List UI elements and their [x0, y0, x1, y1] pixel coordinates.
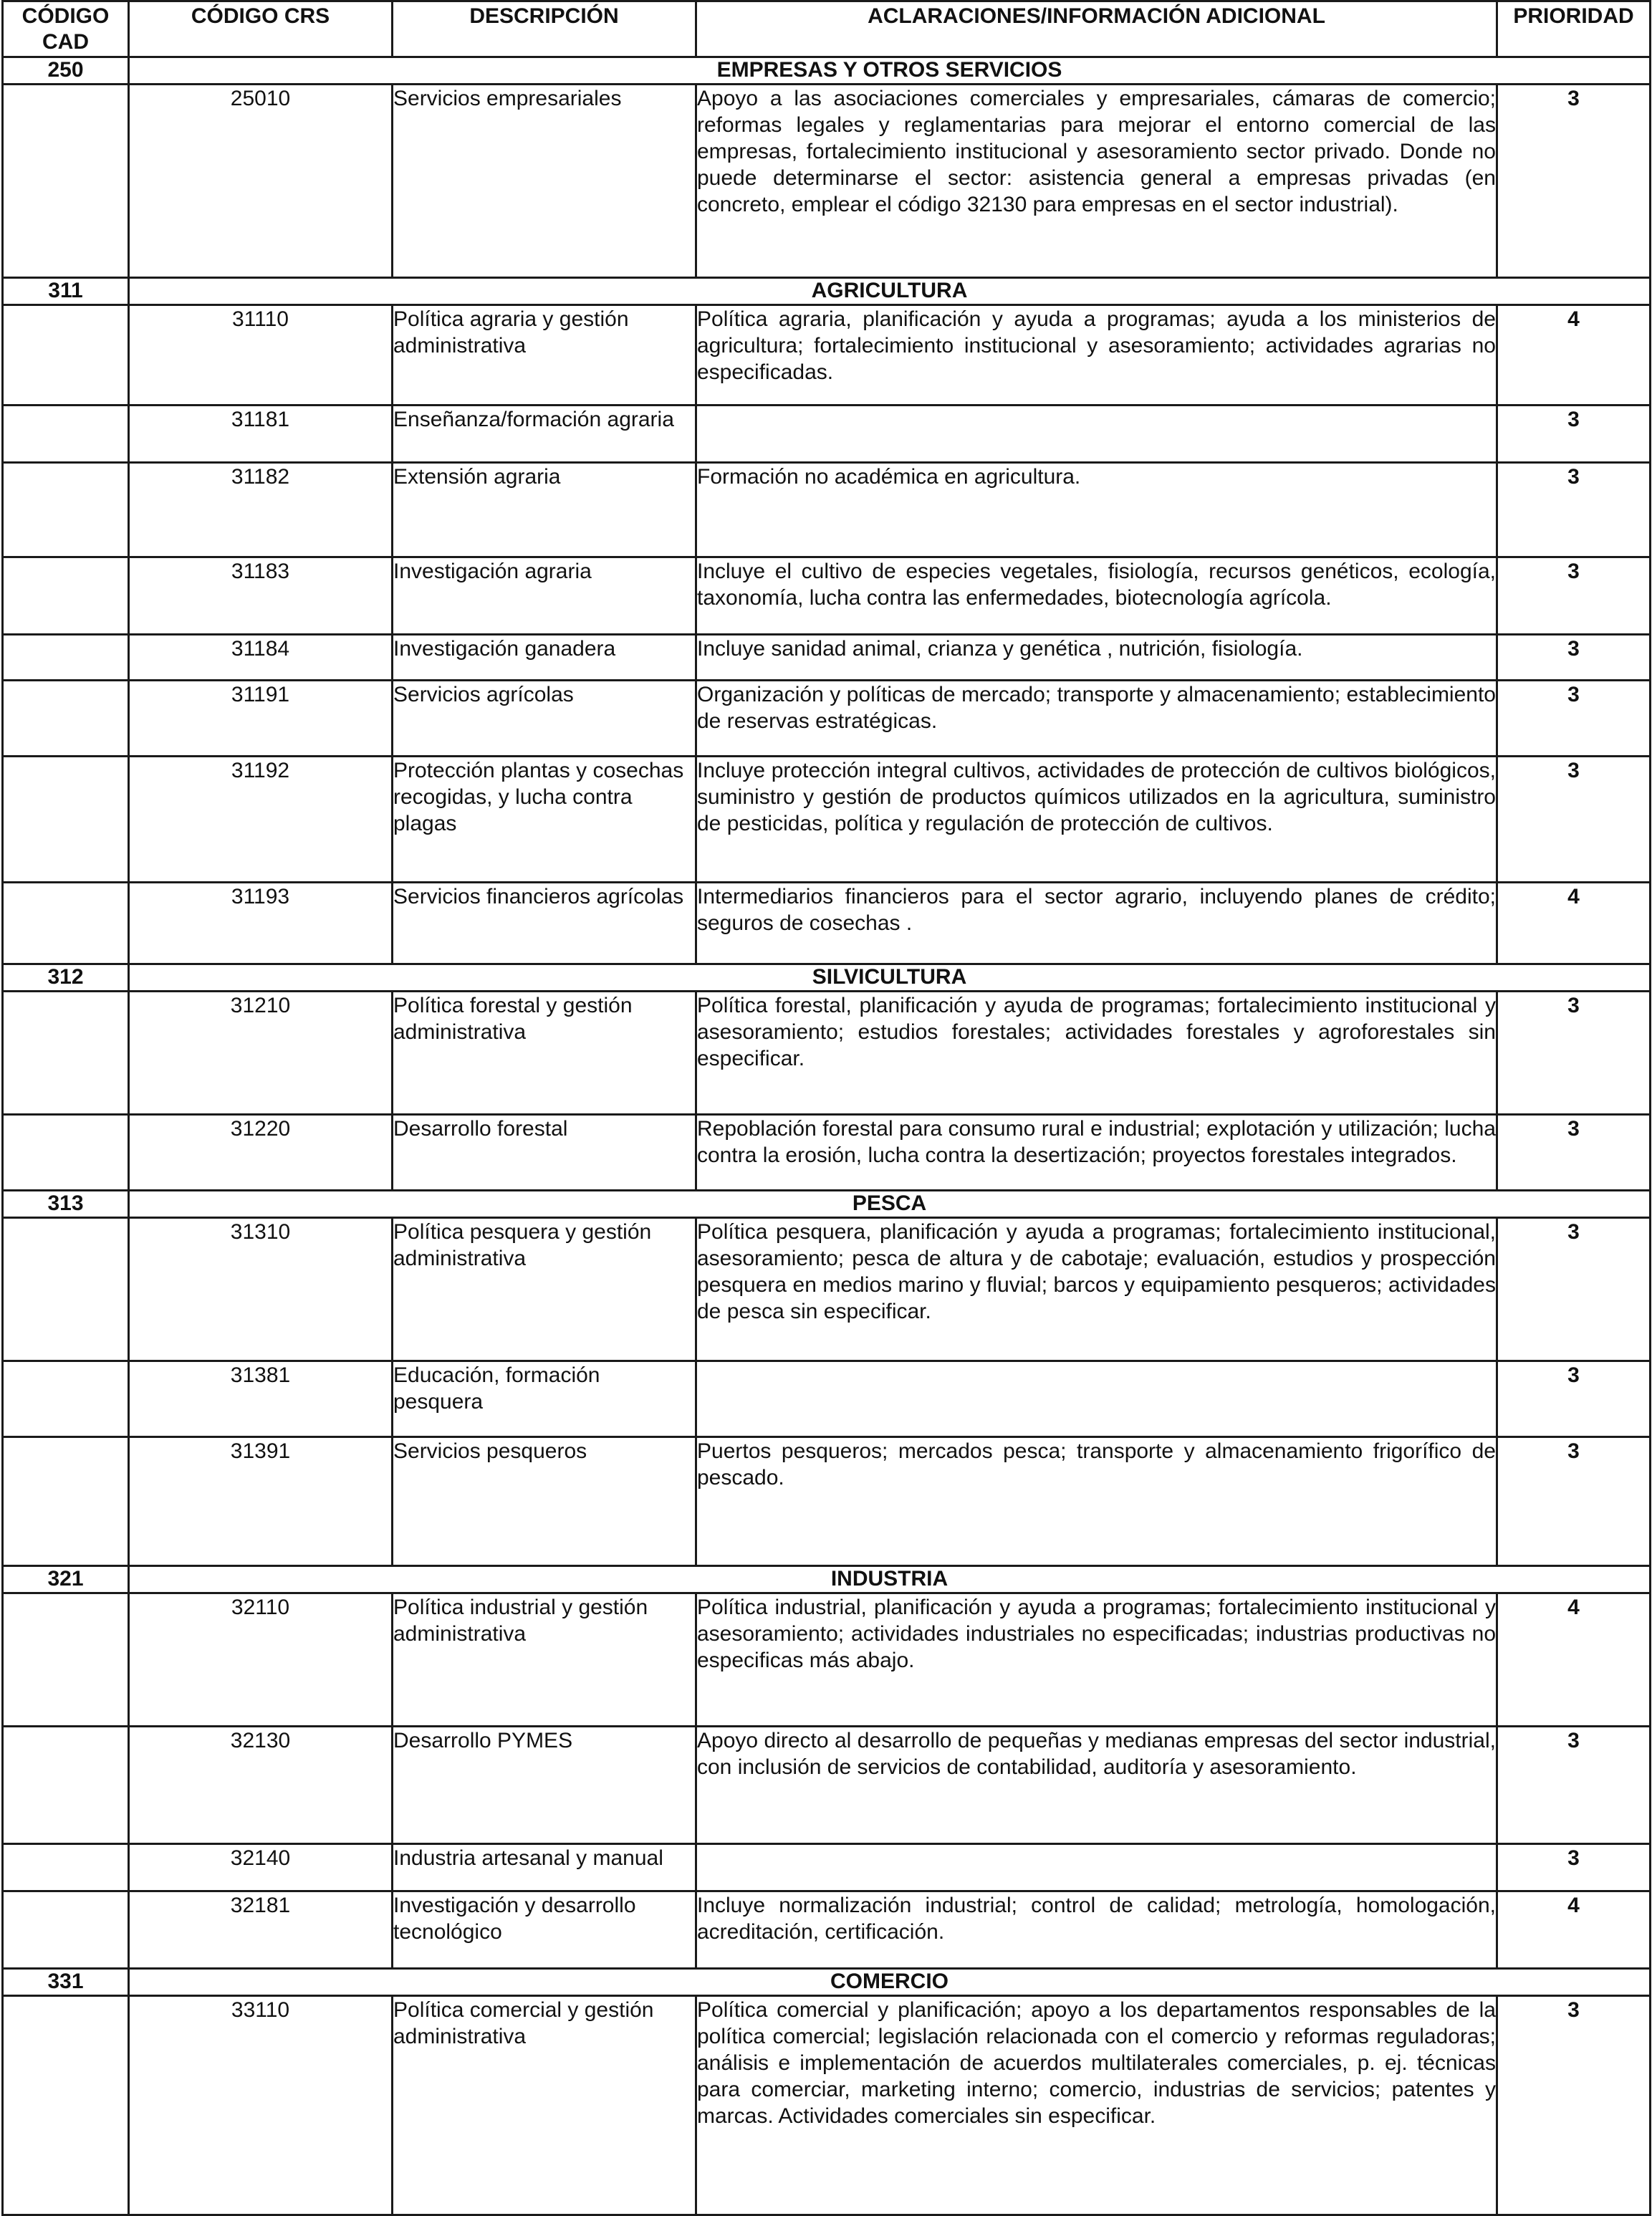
description: Servicios financieros agrícolas — [393, 883, 696, 964]
priority: 4 — [1497, 1593, 1651, 1727]
table-row — [3, 1844, 1651, 1891]
description: Desarrollo PYMES — [393, 1727, 696, 1844]
description: Política industrial y gestión administrativa — [393, 1593, 696, 1727]
additional-info: Organización y políticas de mercado; transporte y almacenamiento; establecimiento de reservas estratégicas. — [696, 681, 1497, 757]
description: Industria artesanal y manual — [393, 1844, 696, 1891]
table-row — [3, 85, 1651, 278]
table-row — [3, 757, 1651, 883]
description: Servicios empresariales — [393, 85, 696, 278]
priority: 3 — [1497, 757, 1651, 883]
additional-info: Apoyo directo al desarrollo de pequeñas y medianas empresas del sector industrial, con inclusión de servicios de contabilidad, auditoría y asesoramiento. — [696, 1727, 1497, 1844]
additional-info: Política agraria, planificación y ayuda a programas; ayuda a los ministerios de agricultura; fortalecimiento institucional y asesoramiento; actividades agrarias no especificadas. — [696, 305, 1497, 406]
table-row — [3, 681, 1651, 757]
cad-cell — [3, 1115, 129, 1191]
cad-cell — [3, 1844, 129, 1891]
header-descripcion: DESCRIPCIÓN — [393, 1, 696, 57]
description: Desarrollo forestal — [393, 1115, 696, 1191]
additional-info: Política industrial, planificación y ayuda a programas; fortalecimiento institucional y asesoramiento; actividades industriales no especificadas; industrias productivas no especificas más abajo. — [696, 1593, 1497, 1727]
cad-cell — [3, 1593, 129, 1727]
section-cad-code: 313 — [3, 1191, 129, 1218]
priority: 4 — [1497, 305, 1651, 406]
crs-code: 31193 — [129, 883, 393, 964]
table-row — [3, 1891, 1651, 1969]
table-row — [3, 406, 1651, 463]
crs-code-table — [1, 0, 1651, 2216]
priority: 4 — [1497, 883, 1651, 964]
description: Política pesquera y gestión administrativa — [393, 1218, 696, 1361]
description: Enseñanza/formación agraria — [393, 406, 696, 463]
cad-cell — [3, 757, 129, 883]
priority: 3 — [1497, 681, 1651, 757]
crs-code: 32130 — [129, 1727, 393, 1844]
crs-code: 31181 — [129, 406, 393, 463]
additional-info: Formación no académica en agricultura. — [696, 463, 1497, 557]
table-row — [3, 1361, 1651, 1437]
table-body — [3, 57, 1651, 2215]
additional-info — [696, 1844, 1497, 1891]
crs-code: 31220 — [129, 1115, 393, 1191]
priority: 3 — [1497, 1218, 1651, 1361]
additional-info: Política comercial y planificación; apoyo a los departamentos responsables de la política comercial; legislación relacionada con el comercio y reformas reguladoras; análisis e implementación de acuerdos multilaterales comerciales, p. ej. técnicas para comerciar, marketing interno; comercio, industrias de servicios; patentes y marcas. Actividades comerciales sin especificar. — [696, 1996, 1497, 2215]
priority: 3 — [1497, 1115, 1651, 1191]
section-cad-code: 321 — [3, 1566, 129, 1593]
additional-info: Apoyo a las asociaciones comerciales y empresariales, cámaras de comercio; reformas legales y reglamentarias para mejorar el entorno comercial de las empresas, fortalecimiento institucional y asesoramiento sector privado. Donde no puede determinarse el sector: asistencia general a empresas privadas (en concreto, emplear el código 32130 para empresas en el sector industrial). — [696, 85, 1497, 278]
cad-cell — [3, 557, 129, 635]
table-row — [3, 992, 1651, 1115]
cad-cell — [3, 883, 129, 964]
crs-code: 31183 — [129, 557, 393, 635]
cad-cell — [3, 1996, 129, 2215]
table-row — [3, 1593, 1651, 1727]
priority: 3 — [1497, 635, 1651, 681]
cad-cell — [3, 635, 129, 681]
header-prioridad: PRIORIDAD — [1497, 1, 1651, 57]
table-header-row — [3, 1, 1651, 57]
table-row — [3, 1996, 1651, 2215]
table-row — [3, 305, 1651, 406]
section-cad-code: 331 — [3, 1969, 129, 1996]
priority: 3 — [1497, 463, 1651, 557]
crs-code: 31310 — [129, 1218, 393, 1361]
section-header-row — [3, 964, 1651, 992]
description: Política comercial y gestión administrativa — [393, 1996, 696, 2215]
section-header-row — [3, 57, 1651, 85]
description: Investigación ganadera — [393, 635, 696, 681]
section-cad-code: 250 — [3, 57, 129, 85]
priority: 3 — [1497, 1844, 1651, 1891]
section-title: EMPRESAS Y OTROS SERVICIOS — [129, 57, 1651, 85]
crs-code: 32110 — [129, 1593, 393, 1727]
crs-code: 31210 — [129, 992, 393, 1115]
crs-code: 32181 — [129, 1891, 393, 1969]
table-row — [3, 1727, 1651, 1844]
cad-cell — [3, 1218, 129, 1361]
table-row — [3, 1437, 1651, 1566]
crs-code: 31110 — [129, 305, 393, 406]
cad-cell — [3, 1727, 129, 1844]
section-cad-code: 311 — [3, 278, 129, 305]
description: Servicios agrícolas — [393, 681, 696, 757]
header-codigo-crs: CÓDIGO CRS — [129, 1, 393, 57]
additional-info: Incluye el cultivo de especies vegetales, fisiología, recursos genéticos, ecología, taxonomía, lucha contra las enfermedades, biotecnología agrícola. — [696, 557, 1497, 635]
cad-cell — [3, 463, 129, 557]
crs-code: 31391 — [129, 1437, 393, 1566]
section-title: PESCA — [129, 1191, 1651, 1218]
description: Investigación y desarrollo tecnológico — [393, 1891, 696, 1969]
crs-code: 31192 — [129, 757, 393, 883]
header-codigo-cad: CÓDIGO CAD — [3, 1, 129, 57]
description: Política forestal y gestión administrativa — [393, 992, 696, 1115]
additional-info: Política forestal, planificación y ayuda de programas; fortalecimiento institucional y asesoramiento; estudios forestales; actividades forestales y agroforestales sin especificar. — [696, 992, 1497, 1115]
section-title: COMERCIO — [129, 1969, 1651, 1996]
crs-code: 33110 — [129, 1996, 393, 2215]
priority: 3 — [1497, 992, 1651, 1115]
description: Servicios pesqueros — [393, 1437, 696, 1566]
cad-cell — [3, 1361, 129, 1437]
crs-code: 31182 — [129, 463, 393, 557]
priority: 3 — [1497, 1727, 1651, 1844]
priority: 3 — [1497, 406, 1651, 463]
cad-cell — [3, 406, 129, 463]
priority: 3 — [1497, 1437, 1651, 1566]
table-row — [3, 635, 1651, 681]
description: Protección plantas y cosechas recogidas, y lucha contra plagas — [393, 757, 696, 883]
description: Educación, formación pesquera — [393, 1361, 696, 1437]
additional-info: Repoblación forestal para consumo rural e industrial; explotación y utilización; lucha contra la erosión, lucha contra la desertización; proyectos forestales integrados. — [696, 1115, 1497, 1191]
description: Investigación agraria — [393, 557, 696, 635]
additional-info: Incluye normalización industrial; control de calidad; metrología, homologación, acreditación, certificación. — [696, 1891, 1497, 1969]
table-row — [3, 463, 1651, 557]
cad-cell — [3, 992, 129, 1115]
table-row — [3, 1115, 1651, 1191]
header-aclaraciones: ACLARACIONES/INFORMACIÓN ADICIONAL — [696, 1, 1497, 57]
cad-cell — [3, 681, 129, 757]
priority: 3 — [1497, 1361, 1651, 1437]
additional-info: Puertos pesqueros; mercados pesca; transporte y almacenamiento frigorífico de pescado. — [696, 1437, 1497, 1566]
priority: 3 — [1497, 1996, 1651, 2215]
additional-info: Intermediarios financieros para el sector agrario, incluyendo planes de crédito; seguros de cosechas . — [696, 883, 1497, 964]
table-row — [3, 1218, 1651, 1361]
section-header-row — [3, 1969, 1651, 1996]
additional-info — [696, 406, 1497, 463]
table-row — [3, 883, 1651, 964]
crs-code: 31381 — [129, 1361, 393, 1437]
section-title: SILVICULTURA — [129, 964, 1651, 992]
additional-info: Incluye protección integral cultivos, actividades de protección de cultivos biológicos, suministro y gestión de productos químicos utilizados en la agricultura, suministro de pesticidas, política y regulación de protección de cultivos. — [696, 757, 1497, 883]
section-cad-code: 312 — [3, 964, 129, 992]
section-header-row — [3, 278, 1651, 305]
cad-cell — [3, 1437, 129, 1566]
cad-cell — [3, 305, 129, 406]
section-title: INDUSTRIA — [129, 1566, 1651, 1593]
priority: 3 — [1497, 85, 1651, 278]
description: Política agraria y gestión administrativa — [393, 305, 696, 406]
section-title: AGRICULTURA — [129, 278, 1651, 305]
additional-info — [696, 1361, 1497, 1437]
priority: 3 — [1497, 557, 1651, 635]
crs-code: 25010 — [129, 85, 393, 278]
crs-code: 32140 — [129, 1844, 393, 1891]
section-header-row — [3, 1566, 1651, 1593]
cad-cell — [3, 1891, 129, 1969]
additional-info: Política pesquera, planificación y ayuda a programas; fortalecimiento institucional, asesoramiento; pesca de altura y de cabotaje; evaluación, estudios y prospección pesquera en medios marino y fluvial; barcos y equipamiento pesqueros; actividades de pesca sin especificar. — [696, 1218, 1497, 1361]
crs-code: 31184 — [129, 635, 393, 681]
section-header-row — [3, 1191, 1651, 1218]
crs-code: 31191 — [129, 681, 393, 757]
description: Extensión agraria — [393, 463, 696, 557]
cad-cell — [3, 85, 129, 278]
table-row — [3, 557, 1651, 635]
additional-info: Incluye sanidad animal, crianza y genética , nutrición, fisiología. — [696, 635, 1497, 681]
priority: 4 — [1497, 1891, 1651, 1969]
